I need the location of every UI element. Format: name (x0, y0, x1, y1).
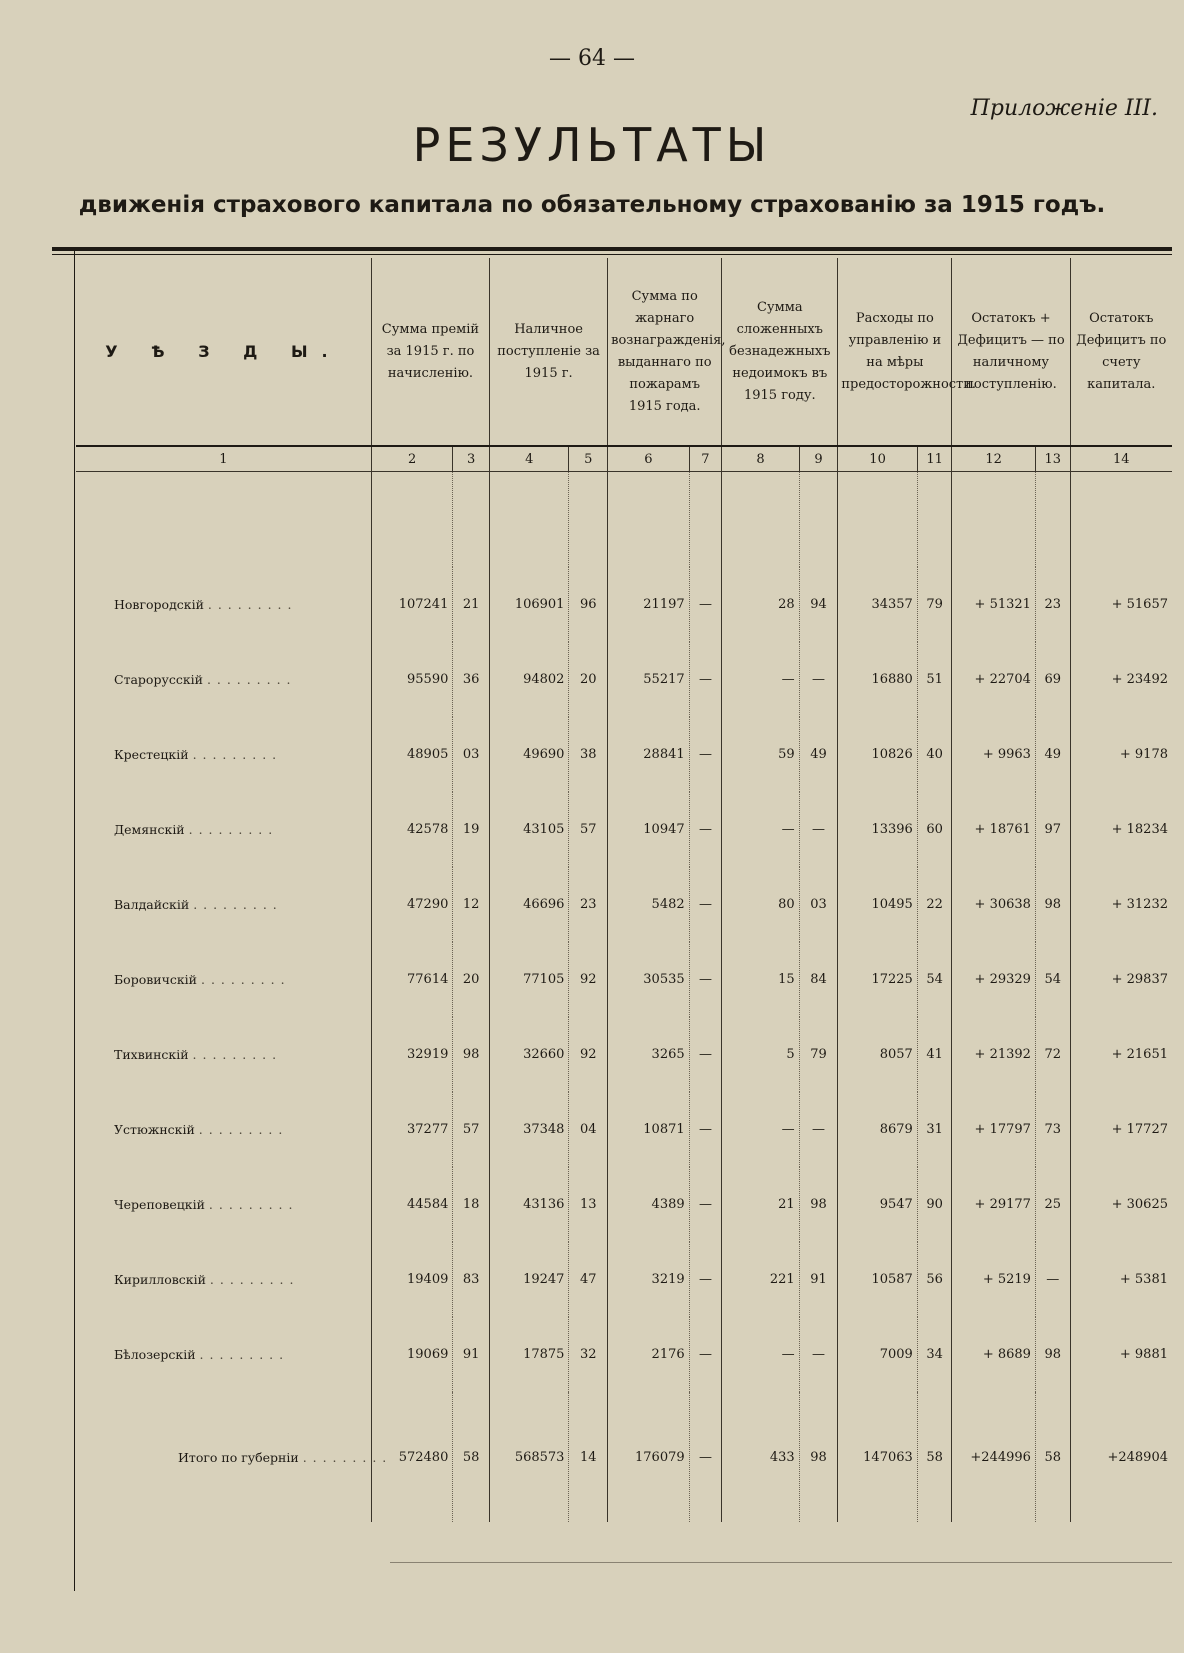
cell-c3: 12 (453, 867, 490, 942)
cell-c3: 21 (453, 567, 490, 642)
cell-c3: 57 (453, 1092, 490, 1167)
cell-c10: 8679 (838, 1092, 917, 1167)
uezd-name (76, 867, 371, 942)
cell-c9: — (799, 792, 838, 867)
cell-c9: 49 (799, 717, 838, 792)
cell-c8: — (722, 1317, 799, 1392)
cell-c8: — (722, 792, 799, 867)
cell-c11: 54 (917, 942, 952, 1017)
cell-c13: 58 (1035, 1392, 1070, 1522)
cell-c8: — (722, 1092, 799, 1167)
header-rule-thin (52, 254, 1172, 255)
cell-c2: 42578 (371, 792, 452, 867)
cell-c2: 95590 (371, 642, 452, 717)
uezd-name (76, 1392, 388, 1522)
cell-c14: + 5381 (1070, 1242, 1172, 1317)
cell-c6: 5482 (608, 867, 689, 942)
cell-c6: 3265 (608, 1017, 689, 1092)
table-row (76, 1242, 1172, 1317)
cell-c13: 54 (1035, 942, 1070, 1017)
cell-c10: 34357 (838, 567, 917, 642)
table-row (76, 1017, 1172, 1092)
table-row (76, 1167, 1172, 1242)
cell-c11: 79 (917, 567, 952, 642)
page-title: РЕЗУЛЬТАТЫ (412, 118, 772, 172)
cell-c2: 107241 (371, 567, 452, 642)
cell-c12: + 8689 (952, 1317, 1036, 1392)
dot-leader: . . . . . . . . . (193, 897, 278, 912)
cell-c12: + 29177 (952, 1167, 1036, 1242)
cell-c6: 21197 (608, 567, 689, 642)
table-row (76, 717, 1172, 792)
column-number: 11 (917, 446, 952, 472)
dot-leader: . . . . . . . . . (201, 972, 286, 987)
cell-c12: + 22704 (952, 642, 1036, 717)
column-number: 14 (1070, 446, 1172, 472)
cell-c10: 13396 (838, 792, 917, 867)
header-row (76, 258, 1172, 446)
cell-c6: 3219 (608, 1242, 689, 1317)
header-management-expenses: Расходы по управленію и на мѣры предосторожности. (838, 258, 952, 446)
cell-c4: 49690 (490, 717, 569, 792)
cell-c6: 28841 (608, 717, 689, 792)
table-row (76, 867, 1172, 942)
table-row (76, 1317, 1172, 1392)
cell-c7: — (689, 1092, 722, 1167)
appendix-label: Приложеніе III. (970, 96, 1158, 121)
cell-c14: + 21651 (1070, 1017, 1172, 1092)
uezd-label: Валдайскій (114, 897, 190, 912)
table-body (76, 472, 1172, 1523)
uezd-label: Череповецкій (114, 1197, 205, 1212)
cell-c14: + 18234 (1070, 792, 1172, 867)
cell-c5: 57 (569, 792, 608, 867)
cell-c14: + 17727 (1070, 1092, 1172, 1167)
cell-c12: + 17797 (952, 1092, 1036, 1167)
column-number: 6 (608, 446, 689, 472)
uezd-label: Итого по губерніи (178, 1449, 299, 1465)
cell-c4: 46696 (490, 867, 569, 942)
uezd-label: Старорусскій (114, 672, 203, 687)
cell-c7: — (689, 942, 722, 1017)
cell-c3: 03 (453, 717, 490, 792)
cell-c7: — (689, 1392, 722, 1522)
cell-c4: 94802 (490, 642, 569, 717)
cell-c11: 41 (917, 1017, 952, 1092)
uezd-name (76, 717, 371, 792)
cell-c9: 84 (799, 942, 838, 1017)
cell-c11: 90 (917, 1167, 952, 1242)
dot-leader: . . . . . . . . . (192, 1047, 278, 1062)
dot-leader: . . . . . . . . . (206, 672, 292, 687)
cell-c10: 16880 (838, 642, 917, 717)
header-uezdy: У Ѣ З Д Ы. (105, 341, 342, 361)
cell-c7: — (689, 1167, 722, 1242)
cell-c4: 77105 (490, 942, 569, 1017)
table-row (76, 567, 1172, 642)
dot-leader: . . . . . . . . . (208, 1197, 294, 1212)
cell-c10: 17225 (838, 942, 917, 1017)
cell-c13: 97 (1035, 792, 1070, 867)
results-table (76, 258, 1172, 1522)
cell-c3: 20 (453, 942, 490, 1017)
cell-c10: 10826 (838, 717, 917, 792)
cell-c12: + 18761 (952, 792, 1036, 867)
cell-c8: 59 (722, 717, 799, 792)
table-row (76, 792, 1172, 867)
cell-c10: 10587 (838, 1242, 917, 1317)
cell-c10: 9547 (838, 1167, 917, 1242)
cell-c9: 98 (799, 1392, 838, 1522)
cell-c7: — (689, 792, 722, 867)
table-row (76, 942, 1172, 1017)
cell-c4: 32660 (490, 1017, 569, 1092)
bottom-rule (390, 1562, 1172, 1563)
cell-c4: 43136 (490, 1167, 569, 1242)
cell-c6: 176079 (608, 1392, 689, 1522)
cell-c2: 47290 (371, 867, 452, 942)
cell-c2: 48905 (371, 717, 452, 792)
cell-c11: 22 (917, 867, 952, 942)
cell-c2: 77614 (371, 942, 452, 1017)
cell-c7: — (689, 642, 722, 717)
header-balance-cash: Остатокъ + Дефицитъ — по наличному поступленію. (952, 258, 1070, 446)
cell-c12: +244996 (952, 1392, 1036, 1522)
cell-c11: 40 (917, 717, 952, 792)
cell-c13: 49 (1035, 717, 1070, 792)
dot-leader: . . . . . . . . . (207, 597, 293, 612)
cell-c4: 19247 (490, 1242, 569, 1317)
cell-c9: 98 (799, 1167, 838, 1242)
cell-c6: 10947 (608, 792, 689, 867)
cell-c3: 18 (453, 1167, 490, 1242)
column-number: 8 (722, 446, 799, 472)
cell-c8: — (722, 642, 799, 717)
uezd-name (76, 1017, 371, 1092)
cell-c12: + 5219 (952, 1242, 1036, 1317)
cell-c4: 43105 (490, 792, 569, 867)
cell-c9: 91 (799, 1242, 838, 1317)
cell-c13: 69 (1035, 642, 1070, 717)
cell-c9: — (799, 1317, 838, 1392)
column-number: 1 (76, 446, 371, 472)
header-premiums: Сумма премій за 1915 г. по начисленію. (371, 258, 489, 446)
column-number: 9 (799, 446, 838, 472)
cell-c11: 56 (917, 1242, 952, 1317)
cell-c6: 4389 (608, 1167, 689, 1242)
cell-c13: 25 (1035, 1167, 1070, 1242)
cell-c12: + 29329 (952, 942, 1036, 1017)
uezd-name (76, 1242, 371, 1317)
cell-c2: 44584 (371, 1167, 452, 1242)
column-number: 2 (371, 446, 452, 472)
cell-c13: 98 (1035, 867, 1070, 942)
cell-c6: 55217 (608, 642, 689, 717)
cell-c9: — (799, 642, 838, 717)
cell-c8: 21 (722, 1167, 799, 1242)
cell-c9: — (799, 1092, 838, 1167)
dot-leader: . . . . . . . . . (188, 822, 274, 837)
cell-c10: 147063 (838, 1392, 917, 1522)
cell-c7: — (689, 717, 722, 792)
uezd-label: Боровичскій (114, 972, 198, 987)
cell-c11: 34 (917, 1317, 952, 1392)
cell-c11: 31 (917, 1092, 952, 1167)
cell-c7: — (689, 1242, 722, 1317)
cell-c3: 36 (453, 642, 490, 717)
cell-c10: 7009 (838, 1317, 917, 1392)
cell-c7: — (689, 1317, 722, 1392)
column-number: 3 (453, 446, 490, 472)
spacer-row (76, 472, 1172, 568)
dot-leader: . . . . . . . . . (198, 1122, 284, 1137)
header-written-off-arrears: Сумма сложенныхъ безнадежныхъ недоимокъ въ 1915 году. (722, 258, 838, 446)
cell-c12: + 21392 (952, 1017, 1036, 1092)
cell-c8: 80 (722, 867, 799, 942)
cell-c3: 91 (453, 1317, 490, 1392)
dot-leader: . . . . . . . . . (199, 1347, 285, 1362)
cell-c2: 37277 (371, 1092, 452, 1167)
page-subtitle: движенія страхового капитала по обязательному страхованію за 1915 годъ. (78, 192, 1106, 218)
cell-c4: 106901 (490, 567, 569, 642)
cell-c5: 47 (569, 1242, 608, 1317)
uezd-label: Демянскій (114, 822, 185, 837)
uezd-label: Крестецкій (114, 747, 189, 762)
cell-c12: + 9963 (952, 717, 1036, 792)
header-cash-receipts: Наличное поступленіе за 1915 г. (490, 258, 608, 446)
cell-c5: 92 (569, 1017, 608, 1092)
table-row (76, 642, 1172, 717)
cell-c10: 8057 (838, 1017, 917, 1092)
cell-c14: + 9881 (1070, 1317, 1172, 1392)
uezd-name (76, 1092, 371, 1167)
uezd-label: Кирилловскій (114, 1272, 206, 1287)
cell-c13: 73 (1035, 1092, 1070, 1167)
cell-c6: 2176 (608, 1317, 689, 1392)
cell-c9: 03 (799, 867, 838, 942)
column-number: 12 (952, 446, 1036, 472)
cell-c9: 94 (799, 567, 838, 642)
cell-c6: 30535 (608, 942, 689, 1017)
column-number: 10 (838, 446, 917, 472)
cell-c12: + 30638 (952, 867, 1036, 942)
cell-c5: 92 (569, 942, 608, 1017)
header-balance-capital: Остатокъ Дефицитъ по счету капитала. (1070, 258, 1172, 446)
cell-c5: 14 (569, 1392, 608, 1522)
cell-c2: 572480 (371, 1392, 452, 1522)
column-number: 7 (689, 446, 722, 472)
cell-c5: 96 (569, 567, 608, 642)
cell-c2: 32919 (371, 1017, 452, 1092)
uezd-name (76, 792, 371, 867)
cell-c4: 568573 (490, 1392, 569, 1522)
cell-c14: + 31232 (1070, 867, 1172, 942)
cell-c14: + 30625 (1070, 1167, 1172, 1242)
cell-c5: 04 (569, 1092, 608, 1167)
cell-c11: 51 (917, 642, 952, 717)
cell-c7: — (689, 567, 722, 642)
column-number: 13 (1035, 446, 1070, 472)
cell-c12: + 51321 (952, 567, 1036, 642)
dot-leader: . . . . . . . . . (209, 1272, 295, 1287)
cell-c3: 83 (453, 1242, 490, 1317)
uezd-name (76, 642, 371, 717)
cell-c13: 23 (1035, 567, 1070, 642)
left-margin-rule (74, 251, 75, 1591)
cell-c8: 221 (722, 1242, 799, 1317)
cell-c9: 79 (799, 1017, 838, 1092)
dot-leader: . . . . . . . . . (302, 1449, 388, 1465)
uezd-name (76, 1167, 371, 1242)
cell-c7: — (689, 1017, 722, 1092)
cell-c5: 20 (569, 642, 608, 717)
cell-c14: + 51657 (1070, 567, 1172, 642)
cell-c14: + 23492 (1070, 642, 1172, 717)
uezd-label: Бѣлозерскій (114, 1347, 196, 1362)
cell-c7: — (689, 867, 722, 942)
cell-c3: 98 (453, 1017, 490, 1092)
column-number: 4 (490, 446, 569, 472)
column-number: 5 (569, 446, 608, 472)
cell-c14: +248904 (1070, 1392, 1172, 1522)
cell-c11: 60 (917, 792, 952, 867)
cell-c5: 38 (569, 717, 608, 792)
uezd-label: Тихвинскій (114, 1047, 189, 1062)
cell-c5: 13 (569, 1167, 608, 1242)
cell-c3: 58 (453, 1392, 490, 1522)
cell-c2: 19069 (371, 1317, 452, 1392)
uezd-label: Новгородскій (114, 597, 204, 612)
cell-c4: 37348 (490, 1092, 569, 1167)
cell-c8: 5 (722, 1017, 799, 1092)
dot-leader: . . . . . . . . . (192, 747, 278, 762)
header-fire-compensation: Сумма по жарнаго вознагражденія, выданнаго по пожарамъ 1915 года. (608, 258, 722, 446)
header-rule (52, 247, 1172, 251)
cell-c2: 19409 (371, 1242, 452, 1317)
cell-c5: 23 (569, 867, 608, 942)
cell-c8: 28 (722, 567, 799, 642)
uezd-label: Устюжнскій (114, 1122, 195, 1137)
cell-c14: + 29837 (1070, 942, 1172, 1017)
cell-c10: 10495 (838, 867, 917, 942)
cell-c13: 98 (1035, 1317, 1070, 1392)
cell-c8: 15 (722, 942, 799, 1017)
cell-c3: 19 (453, 792, 490, 867)
cell-c13: 72 (1035, 1017, 1070, 1092)
uezd-name (76, 567, 371, 642)
cell-c11: 58 (917, 1392, 952, 1522)
total-row (76, 1392, 1172, 1522)
uezd-name (76, 1317, 371, 1392)
cell-c5: 32 (569, 1317, 608, 1392)
cell-c14: + 9178 (1070, 717, 1172, 792)
cell-c8: 433 (722, 1392, 799, 1522)
uezd-name (76, 942, 371, 1017)
cell-c13: — (1035, 1242, 1070, 1317)
table-row (76, 1092, 1172, 1167)
page-number: — 64 — (549, 46, 635, 71)
cell-c6: 10871 (608, 1092, 689, 1167)
cell-c4: 17875 (490, 1317, 569, 1392)
column-number-row (76, 446, 1172, 472)
